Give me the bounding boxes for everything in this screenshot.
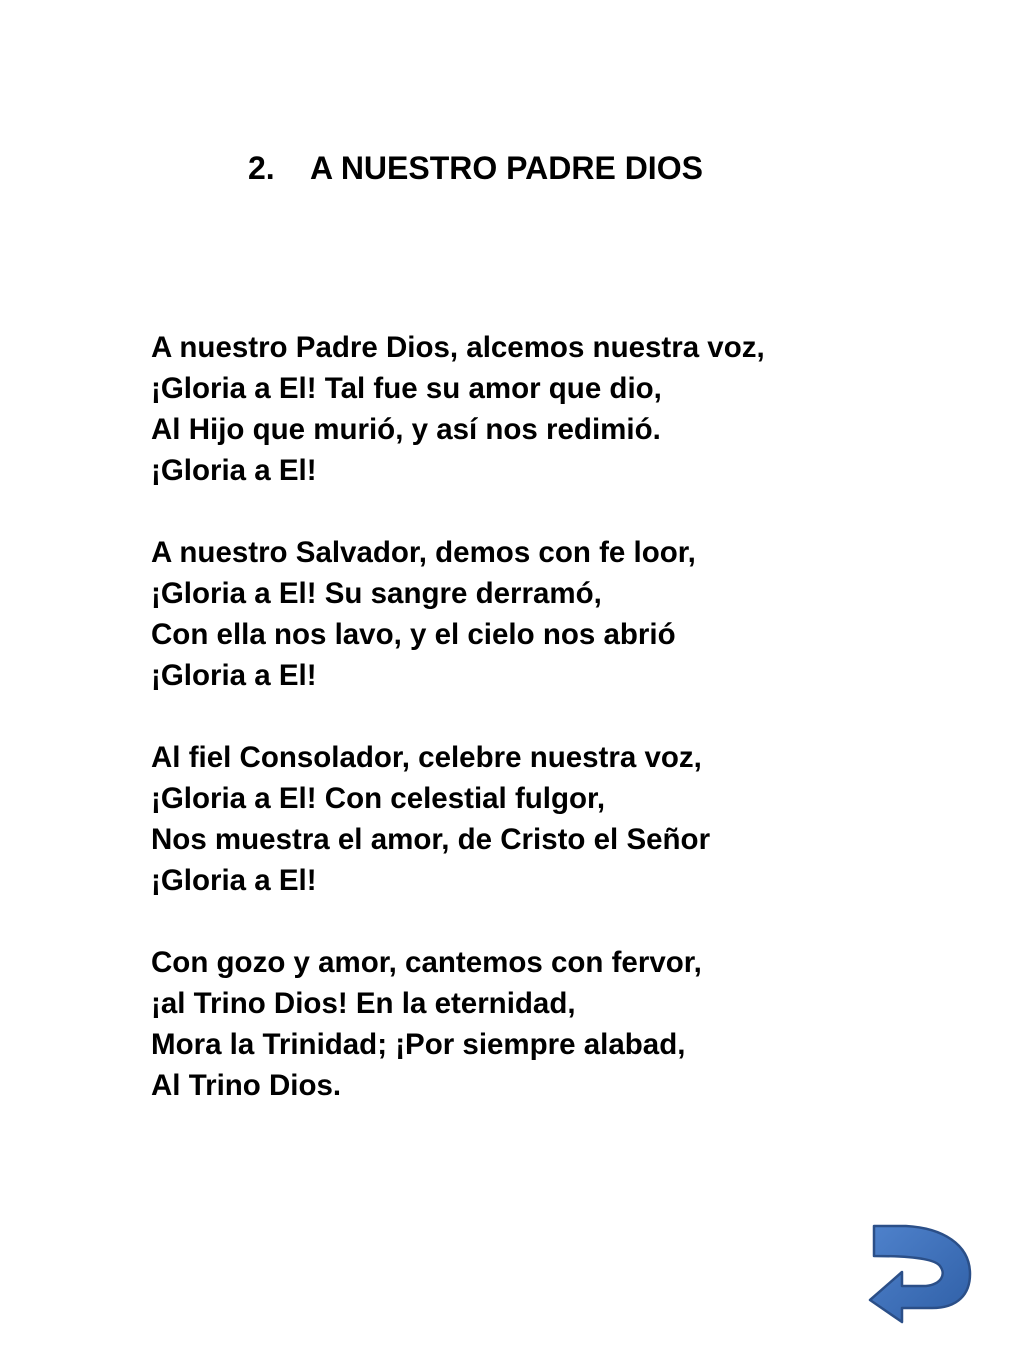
return-button[interactable]	[866, 1222, 974, 1326]
lyric-line: A nuestro Salvador, demos con fe loor,	[151, 536, 696, 569]
lyric-line: ¡al Trino Dios! En la eternidad,	[151, 987, 576, 1020]
page-title	[248, 146, 703, 190]
stanza-4	[151, 942, 765, 1106]
lyric-line: Nos muestra el amor, de Cristo el Señor	[151, 823, 711, 856]
lyric-line: Con ella nos lavo, y el cielo nos abrió	[151, 618, 676, 651]
stanza-1	[151, 327, 765, 491]
stanza-3	[151, 737, 765, 901]
lyric-line: ¡Gloria a El!	[151, 454, 317, 487]
lyric-line: Al Hijo que murió, y así nos redimió.	[151, 413, 661, 446]
lyric-line: ¡Gloria a El! Con celestial fulgor,	[151, 782, 606, 815]
lyric-line: Al Trino Dios.	[151, 1069, 342, 1102]
lyric-line: ¡Gloria a El! Su sangre derramó,	[151, 577, 602, 610]
lyric-line: Mora la Trinidad; ¡Por siempre alabad,	[151, 1028, 686, 1061]
return-arrow-icon	[866, 1222, 974, 1326]
lyric-line: A nuestro Padre Dios, alcemos nuestra voz,	[151, 331, 765, 364]
lyric-line: Al fiel Consolador, celebre nuestra voz,	[151, 741, 702, 774]
lyric-line: Con gozo y amor, cantemos con fervor,	[151, 946, 702, 979]
lyric-line: ¡Gloria a El! Tal fue su amor que dio,	[151, 372, 662, 405]
title-number: 2.	[248, 150, 275, 186]
hymn-lyrics	[151, 327, 765, 1106]
lyric-line: ¡Gloria a El!	[151, 659, 317, 692]
stanza-2	[151, 532, 765, 696]
lyric-line: ¡Gloria a El!	[151, 864, 317, 897]
title-text: A NUESTRO PADRE DIOS	[310, 150, 703, 186]
